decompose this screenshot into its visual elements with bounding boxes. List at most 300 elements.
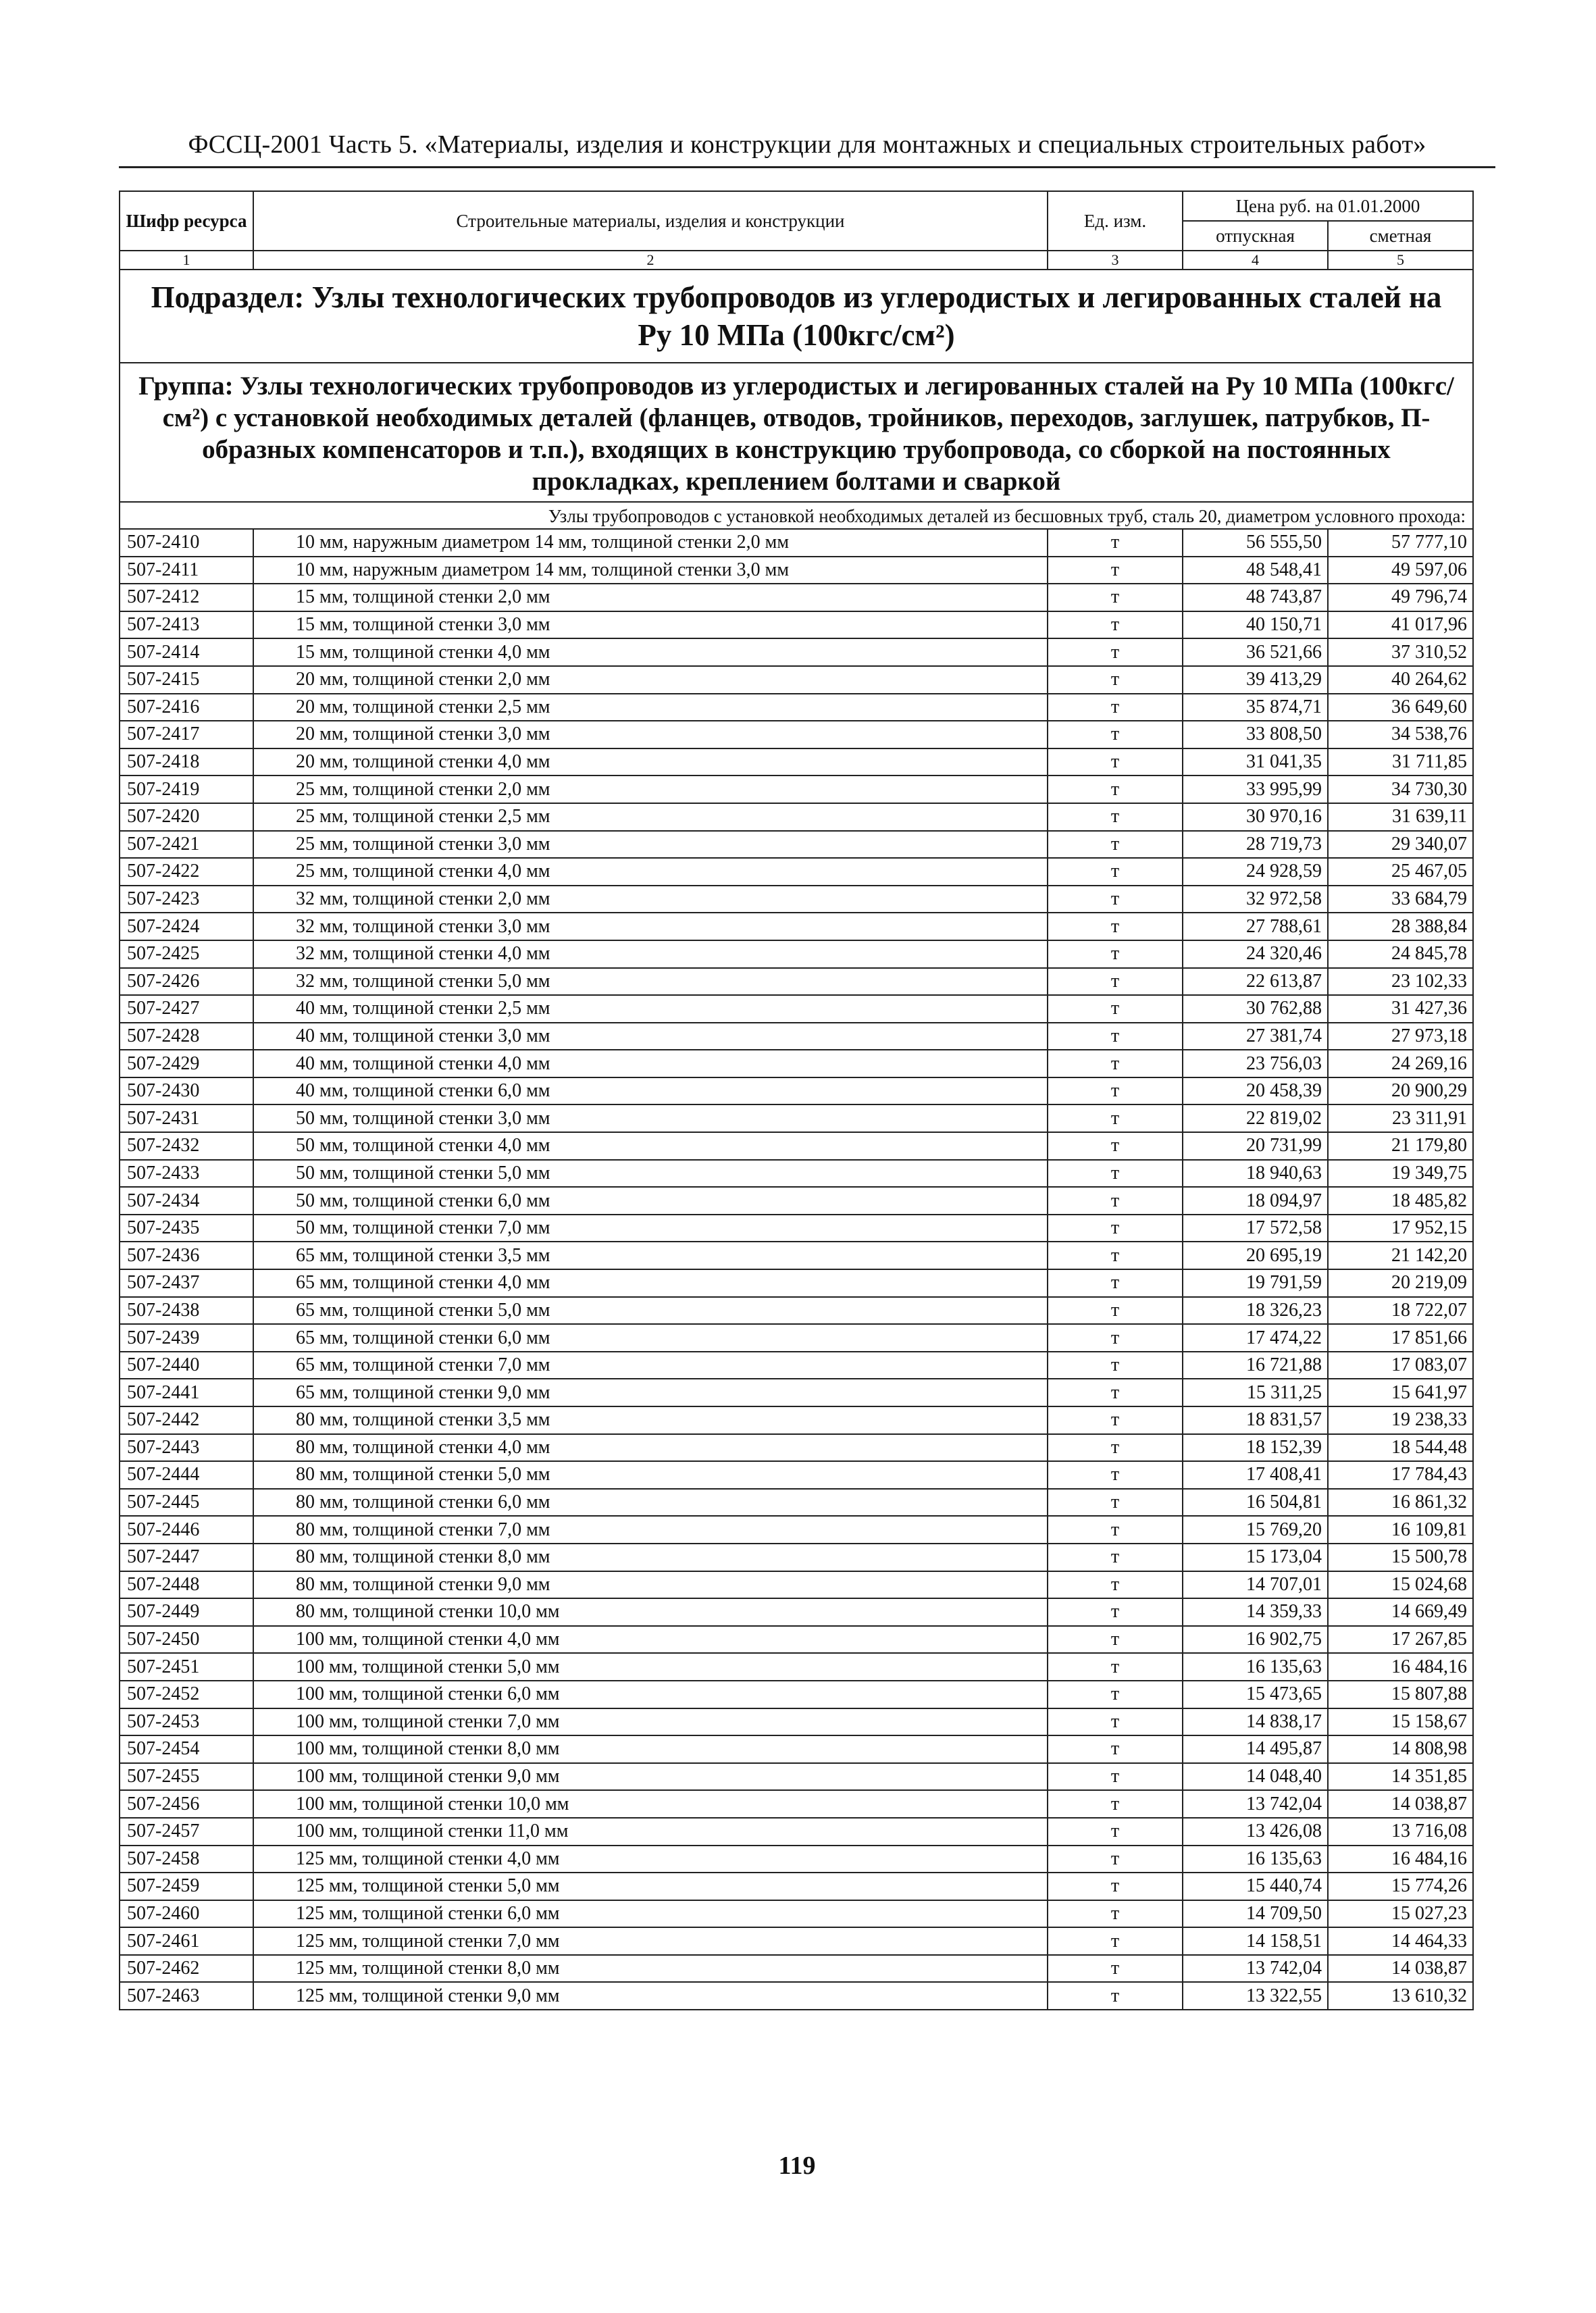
release-price: 33 995,99 [1183,776,1328,803]
resource-code: 507-2441 [120,1379,253,1406]
unit-cell: т [1048,611,1183,639]
unit-cell: т [1048,1598,1183,1626]
unit-cell: т [1048,748,1183,776]
release-price: 16 135,63 [1183,1653,1328,1681]
unit-cell: т [1048,1160,1183,1188]
release-price: 14 048,40 [1183,1763,1328,1791]
unit-cell: т [1048,584,1183,611]
release-price: 13 322,55 [1183,1982,1328,2010]
release-price: 36 521,66 [1183,638,1328,666]
table-row [120,831,1473,859]
item-name: 20 мм, толщиной стенки 3,0 мм [253,721,1048,748]
table-row [120,666,1473,694]
release-price: 33 808,50 [1183,721,1328,748]
unit-cell: т [1048,858,1183,886]
table-row [120,1160,1473,1188]
resource-code: 507-2413 [120,611,253,639]
header-code: Шифр ресурса [120,191,253,251]
estimate-price: 17 267,85 [1328,1626,1473,1654]
resource-code: 507-2437 [120,1269,253,1297]
estimate-price: 49 796,74 [1328,584,1473,611]
table-row [120,1598,1473,1626]
table-row [120,968,1473,996]
resource-code: 507-2457 [120,1818,253,1846]
release-price: 40 150,71 [1183,611,1328,639]
table-row [120,1626,1473,1654]
resource-code: 507-2455 [120,1763,253,1791]
column-number: 2 [253,251,1048,270]
table-row [120,1242,1473,1269]
release-price: 32 972,58 [1183,886,1328,913]
table-row [120,694,1473,721]
resource-code: 507-2422 [120,858,253,886]
release-price: 18 940,63 [1183,1160,1328,1188]
item-name: 40 мм, толщиной стенки 4,0 мм [253,1050,1048,1077]
table-row [120,1571,1473,1599]
unit-cell: т [1048,1818,1183,1846]
item-name: 100 мм, толщиной стенки 7,0 мм [253,1708,1048,1736]
estimate-price: 23 102,33 [1328,968,1473,996]
header-price: Цена руб. на 01.01.2000 [1183,191,1473,221]
unit-cell: т [1048,1955,1183,1983]
table-row [120,1653,1473,1681]
unit-cell: т [1048,1653,1183,1681]
table-row [120,1763,1473,1791]
table-row [120,1681,1473,1708]
item-name: 25 мм, толщиной стенки 3,0 мм [253,831,1048,859]
table-row [120,1955,1473,1983]
resource-code: 507-2414 [120,638,253,666]
table-row [120,913,1473,940]
release-price: 27 381,74 [1183,1023,1328,1050]
release-price: 23 756,03 [1183,1050,1328,1077]
item-name: 25 мм, толщиной стенки 2,0 мм [253,776,1048,803]
unit-cell: т [1048,803,1183,831]
release-price: 16 721,88 [1183,1352,1328,1379]
item-name: 125 мм, толщиной стенки 9,0 мм [253,1982,1048,2010]
table-row [120,1900,1473,1928]
table-row [120,1434,1473,1462]
item-name: 125 мм, толщиной стенки 6,0 мм [253,1900,1048,1928]
resource-code: 507-2462 [120,1955,253,1983]
item-name: 125 мм, толщиной стенки 8,0 мм [253,1955,1048,1983]
resource-code: 507-2446 [120,1516,253,1544]
release-price: 35 874,71 [1183,694,1328,721]
table-row [120,1406,1473,1434]
release-price: 16 902,75 [1183,1626,1328,1654]
unit-cell: т [1048,1846,1183,1873]
release-price: 14 838,17 [1183,1708,1328,1736]
table-row [120,557,1473,584]
release-price: 15 769,20 [1183,1516,1328,1544]
table-row [120,1379,1473,1406]
estimate-price: 31 711,85 [1328,748,1473,776]
release-price: 14 707,01 [1183,1571,1328,1599]
unit-cell: т [1048,1516,1183,1544]
table-header-row [120,191,1473,221]
item-name: 100 мм, толщиной стенки 9,0 мм [253,1763,1048,1791]
estimate-price: 17 952,15 [1328,1215,1473,1242]
header-estimate-price: сметная [1328,221,1473,251]
price-table [119,190,1474,2010]
item-name: 40 мм, толщиной стенки 3,0 мм [253,1023,1048,1050]
unit-cell: т [1048,1434,1183,1462]
resource-code: 507-2425 [120,940,253,968]
estimate-price: 13 610,32 [1328,1982,1473,2010]
unit-cell: т [1048,1104,1183,1132]
unit-cell: т [1048,1077,1183,1105]
estimate-price: 19 238,33 [1328,1406,1473,1434]
unit-cell: т [1048,968,1183,996]
estimate-price: 14 808,98 [1328,1735,1473,1763]
unit-cell: т [1048,1406,1183,1434]
table-row [120,995,1473,1023]
unit-cell: т [1048,940,1183,968]
unit-cell: т [1048,831,1183,859]
item-name: 25 мм, толщиной стенки 4,0 мм [253,858,1048,886]
table-row [120,1352,1473,1379]
release-price: 18 094,97 [1183,1187,1328,1215]
unit-cell: т [1048,886,1183,913]
table-row [120,721,1473,748]
item-name: 65 мм, толщиной стенки 4,0 мм [253,1269,1048,1297]
item-name: 10 мм, наружным диаметром 14 мм, толщиной стенки 3,0 мм [253,557,1048,584]
estimate-price: 21 179,80 [1328,1132,1473,1160]
unit-cell: т [1048,1763,1183,1791]
item-name: 80 мм, толщиной стенки 6,0 мм [253,1489,1048,1517]
resource-code: 507-2412 [120,584,253,611]
estimate-price: 14 038,87 [1328,1790,1473,1818]
table-row [120,1215,1473,1242]
item-name: 20 мм, толщиной стенки 4,0 мм [253,748,1048,776]
estimate-price: 24 845,78 [1328,940,1473,968]
unit-cell: т [1048,995,1183,1023]
item-name: 32 мм, толщиной стенки 5,0 мм [253,968,1048,996]
resource-code: 507-2452 [120,1681,253,1708]
resource-code: 507-2416 [120,694,253,721]
release-price: 18 831,57 [1183,1406,1328,1434]
estimate-price: 33 684,79 [1328,886,1473,913]
release-price: 20 695,19 [1183,1242,1328,1269]
page-number: 119 [778,2152,816,2180]
table-row [120,803,1473,831]
release-price: 20 458,39 [1183,1077,1328,1105]
release-price: 24 928,59 [1183,858,1328,886]
group-title: Группа: Узлы технологических трубопроводов из углеродистых и легированных сталей на Ру 10 МПа (100кгс/см²) с установкой необходимых деталей (фланцев, отводов, тройников, переходов, заглушек, патрубков, П-образных компенсаторов и т.п.), входящих в конструкцию трубопровода, со сборкой на постоянных прокладках, креплением болтами и сваркой [120,363,1473,502]
table-row [120,886,1473,913]
estimate-price: 15 807,88 [1328,1681,1473,1708]
estimate-price: 14 038,87 [1328,1955,1473,1983]
resource-code: 507-2427 [120,995,253,1023]
unit-cell: т [1048,1352,1183,1379]
subsection-title: Подраздел: Узлы технологических трубопроводов из углеродистых и легированных сталей на Ру 10 МПа (100кгс/см²) [120,270,1473,363]
unit-cell: т [1048,1461,1183,1489]
resource-code: 507-2424 [120,913,253,940]
table-row [120,1873,1473,1900]
estimate-price: 20 219,09 [1328,1269,1473,1297]
resource-code: 507-2444 [120,1461,253,1489]
table-row [120,1269,1473,1297]
item-name: 80 мм, толщиной стенки 7,0 мм [253,1516,1048,1544]
table-row [120,1187,1473,1215]
item-name: 65 мм, толщиной стенки 9,0 мм [253,1379,1048,1406]
release-price: 48 743,87 [1183,584,1328,611]
release-price: 16 504,81 [1183,1489,1328,1517]
release-price: 18 152,39 [1183,1434,1328,1462]
item-name: 50 мм, толщиной стенки 4,0 мм [253,1132,1048,1160]
unit-cell: т [1048,1132,1183,1160]
unit-cell: т [1048,1297,1183,1325]
group-caption: Узлы трубопроводов с установкой необходимых деталей из бесшовных труб, сталь 20, диаметром условного прохода: [120,502,1473,529]
table-row [120,776,1473,803]
resource-code: 507-2450 [120,1626,253,1654]
column-number: 3 [1048,251,1183,270]
release-price: 17 408,41 [1183,1461,1328,1489]
item-name: 15 мм, толщиной стенки 4,0 мм [253,638,1048,666]
unit-cell: т [1048,1626,1183,1654]
resource-code: 507-2443 [120,1434,253,1462]
resource-code: 507-2433 [120,1160,253,1188]
estimate-price: 21 142,20 [1328,1242,1473,1269]
resource-code: 507-2438 [120,1297,253,1325]
release-price: 13 426,08 [1183,1818,1328,1846]
table-row [120,748,1473,776]
release-price: 14 158,51 [1183,1927,1328,1955]
release-price: 15 473,65 [1183,1681,1328,1708]
unit-cell: т [1048,1735,1183,1763]
column-number-row [120,251,1473,270]
item-name: 50 мм, толщиной стенки 3,0 мм [253,1104,1048,1132]
table-row [120,1927,1473,1955]
unit-cell: т [1048,529,1183,557]
item-name: 80 мм, толщиной стенки 4,0 мм [253,1434,1048,1462]
item-name: 10 мм, наружным диаметром 14 мм, толщиной стенки 2,0 мм [253,529,1048,557]
item-name: 100 мм, толщиной стенки 11,0 мм [253,1818,1048,1846]
item-name: 125 мм, толщиной стенки 7,0 мм [253,1927,1048,1955]
resource-code: 507-2445 [120,1489,253,1517]
table-row [120,529,1473,557]
resource-code: 507-2434 [120,1187,253,1215]
resource-code: 507-2410 [120,529,253,557]
item-name: 25 мм, толщиной стенки 2,5 мм [253,803,1048,831]
item-name: 80 мм, толщиной стенки 9,0 мм [253,1571,1048,1599]
release-price: 18 326,23 [1183,1297,1328,1325]
item-name: 32 мм, толщиной стенки 3,0 мм [253,913,1048,940]
resource-code: 507-2456 [120,1790,253,1818]
item-name: 80 мм, толщиной стенки 10,0 мм [253,1598,1048,1626]
unit-cell: т [1048,1927,1183,1955]
resource-code: 507-2423 [120,886,253,913]
resource-code: 507-2421 [120,831,253,859]
unit-cell: т [1048,776,1183,803]
release-price: 15 311,25 [1183,1379,1328,1406]
unit-cell: т [1048,1379,1183,1406]
resource-code: 507-2447 [120,1544,253,1571]
estimate-price: 18 485,82 [1328,1187,1473,1215]
release-price: 31 041,35 [1183,748,1328,776]
estimate-price: 24 269,16 [1328,1050,1473,1077]
item-name: 40 мм, толщиной стенки 2,5 мм [253,995,1048,1023]
estimate-price: 16 484,16 [1328,1846,1473,1873]
item-name: 80 мм, толщиной стенки 8,0 мм [253,1544,1048,1571]
unit-cell: т [1048,913,1183,940]
unit-cell: т [1048,1708,1183,1736]
table-row [120,1324,1473,1352]
estimate-price: 27 973,18 [1328,1023,1473,1050]
resource-code: 507-2418 [120,748,253,776]
release-price: 14 359,33 [1183,1598,1328,1626]
unit-cell: т [1048,557,1183,584]
estimate-price: 36 649,60 [1328,694,1473,721]
release-price: 17 572,58 [1183,1215,1328,1242]
item-name: 32 мм, толщиной стенки 2,0 мм [253,886,1048,913]
estimate-price: 20 900,29 [1328,1077,1473,1105]
resource-code: 507-2430 [120,1077,253,1105]
resource-code: 507-2459 [120,1873,253,1900]
estimate-price: 28 388,84 [1328,913,1473,940]
item-name: 125 мм, толщиной стенки 4,0 мм [253,1846,1048,1873]
resource-code: 507-2411 [120,557,253,584]
table-row [120,1132,1473,1160]
table-row [120,1077,1473,1105]
resource-code: 507-2432 [120,1132,253,1160]
unit-cell: т [1048,1269,1183,1297]
release-price: 15 173,04 [1183,1544,1328,1571]
item-name: 20 мм, толщиной стенки 2,0 мм [253,666,1048,694]
estimate-price: 57 777,10 [1328,529,1473,557]
unit-cell: т [1048,1050,1183,1077]
group-row [120,363,1473,502]
unit-cell: т [1048,1571,1183,1599]
table-row [120,1708,1473,1736]
item-name: 65 мм, толщиной стенки 3,5 мм [253,1242,1048,1269]
item-name: 65 мм, толщиной стенки 5,0 мм [253,1297,1048,1325]
subsection-row [120,270,1473,363]
estimate-price: 15 641,97 [1328,1379,1473,1406]
page-header: ФССЦ-2001 Часть 5. «Материалы, изделия и конструкции для монтажных и специальных строительных работ» [188,130,1426,159]
resource-code: 507-2415 [120,666,253,694]
estimate-price: 14 464,33 [1328,1927,1473,1955]
unit-cell: т [1048,1489,1183,1517]
table-row [120,1516,1473,1544]
resource-code: 507-2431 [120,1104,253,1132]
unit-cell: т [1048,1681,1183,1708]
unit-cell: т [1048,1242,1183,1269]
release-price: 16 135,63 [1183,1846,1328,1873]
resource-code: 507-2436 [120,1242,253,1269]
unit-cell: т [1048,1215,1183,1242]
item-name: 32 мм, толщиной стенки 4,0 мм [253,940,1048,968]
unit-cell: т [1048,1187,1183,1215]
table-row [120,1982,1473,2010]
item-name: 50 мм, толщиной стенки 7,0 мм [253,1215,1048,1242]
unit-cell: т [1048,1982,1183,2010]
unit-cell: т [1048,1023,1183,1050]
estimate-price: 15 500,78 [1328,1544,1473,1571]
resource-code: 507-2453 [120,1708,253,1736]
release-price: 30 762,88 [1183,995,1328,1023]
item-name: 80 мм, толщиной стенки 3,5 мм [253,1406,1048,1434]
release-price: 27 788,61 [1183,913,1328,940]
unit-cell: т [1048,1324,1183,1352]
estimate-price: 41 017,96 [1328,611,1473,639]
release-price: 56 555,50 [1183,529,1328,557]
release-price: 14 709,50 [1183,1900,1328,1928]
release-price: 14 495,87 [1183,1735,1328,1763]
resource-code: 507-2463 [120,1982,253,2010]
item-name: 15 мм, толщиной стенки 2,0 мм [253,584,1048,611]
item-name: 100 мм, толщиной стенки 8,0 мм [253,1735,1048,1763]
table-row [120,638,1473,666]
resource-code: 507-2417 [120,721,253,748]
table-row [120,1461,1473,1489]
column-number: 1 [120,251,253,270]
estimate-price: 23 311,91 [1328,1104,1473,1132]
item-name: 50 мм, толщиной стенки 6,0 мм [253,1187,1048,1215]
release-price: 13 742,04 [1183,1955,1328,1983]
resource-code: 507-2428 [120,1023,253,1050]
estimate-price: 18 722,07 [1328,1297,1473,1325]
estimate-price: 16 861,32 [1328,1489,1473,1517]
release-price: 39 413,29 [1183,666,1328,694]
estimate-price: 16 109,81 [1328,1516,1473,1544]
estimate-price: 15 158,67 [1328,1708,1473,1736]
release-price: 48 548,41 [1183,557,1328,584]
item-name: 100 мм, толщиной стенки 4,0 мм [253,1626,1048,1654]
table-row [120,1050,1473,1077]
estimate-price: 29 340,07 [1328,831,1473,859]
estimate-price: 34 538,76 [1328,721,1473,748]
item-name: 80 мм, толщиной стенки 5,0 мм [253,1461,1048,1489]
estimate-price: 16 484,16 [1328,1653,1473,1681]
table-row [120,1818,1473,1846]
resource-code: 507-2426 [120,968,253,996]
estimate-price: 25 467,05 [1328,858,1473,886]
item-name: 65 мм, толщиной стенки 7,0 мм [253,1352,1048,1379]
resource-code: 507-2449 [120,1598,253,1626]
table-row [120,1790,1473,1818]
table-row [120,1489,1473,1517]
estimate-price: 14 669,49 [1328,1598,1473,1626]
table-row [120,1846,1473,1873]
item-name: 65 мм, толщиной стенки 6,0 мм [253,1324,1048,1352]
release-price: 20 731,99 [1183,1132,1328,1160]
table-row [120,1297,1473,1325]
release-price: 22 819,02 [1183,1104,1328,1132]
estimate-price: 15 024,68 [1328,1571,1473,1599]
estimate-price: 17 784,43 [1328,1461,1473,1489]
caption-row [120,502,1473,529]
header-name: Строительные материалы, изделия и конструкции [253,191,1048,251]
item-name: 100 мм, толщиной стенки 6,0 мм [253,1681,1048,1708]
resource-code: 507-2442 [120,1406,253,1434]
release-price: 22 613,87 [1183,968,1328,996]
estimate-price: 49 597,06 [1328,557,1473,584]
item-name: 100 мм, толщиной стенки 10,0 мм [253,1790,1048,1818]
unit-cell: т [1048,666,1183,694]
item-name: 100 мм, толщиной стенки 5,0 мм [253,1653,1048,1681]
estimate-price: 17 083,07 [1328,1352,1473,1379]
resource-code: 507-2451 [120,1653,253,1681]
estimate-price: 31 427,36 [1328,995,1473,1023]
header-divider [119,166,1495,168]
table-row [120,1023,1473,1050]
release-price: 19 791,59 [1183,1269,1328,1297]
estimate-price: 14 351,85 [1328,1763,1473,1791]
release-price: 15 440,74 [1183,1873,1328,1900]
unit-cell: т [1048,721,1183,748]
resource-code: 507-2458 [120,1846,253,1873]
